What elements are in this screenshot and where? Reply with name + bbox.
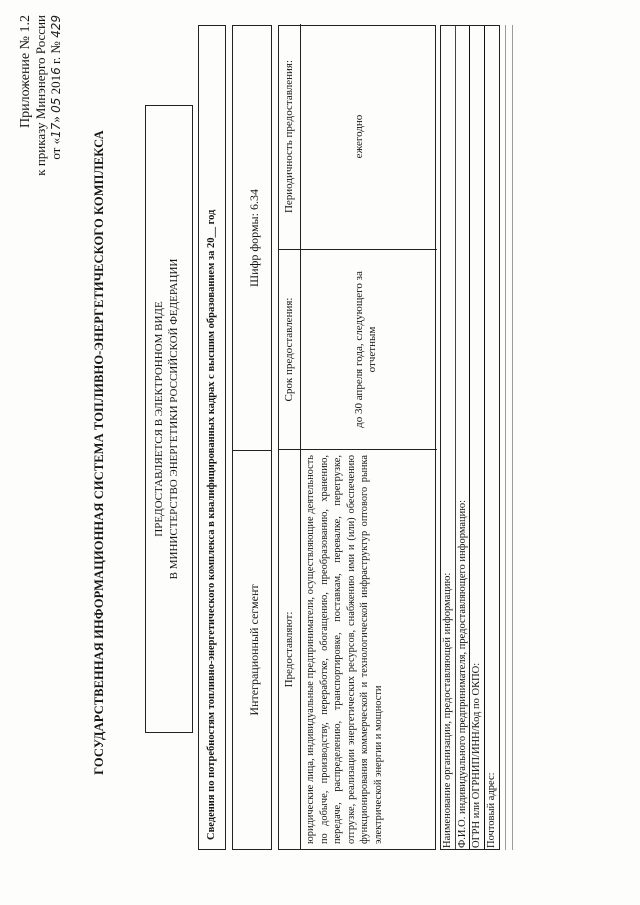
annex-order: к приказу Минэнерго России bbox=[33, 15, 48, 176]
annex-title: Приложение № 1.2 bbox=[18, 15, 33, 128]
annex-date: от «17» 05 2016 г. № 429 bbox=[48, 15, 63, 160]
electronic-line-2: В МИНИСТЕРСТВО ЭНЕРГЕТИКИ РОССИЙСКОЙ ФЕДЕРАЦИИ bbox=[168, 258, 180, 580]
header-period: Периодичность предоставления: bbox=[279, 24, 301, 249]
annex-month: 05 bbox=[49, 97, 63, 113]
annex-block bbox=[18, 15, 64, 265]
submission-table bbox=[278, 25, 436, 850]
segment-row bbox=[232, 25, 272, 850]
who-text: юридические лица, индивидуальные предприниматели, осуществляющие деятельность по добыче, производству, переработке, обогащению, преобразованию, хранению, передаче, распределению, транспортировке, поставкам, перевалке, перегрузке, отгрузке, реализации энергетических ресурсов, снабжению ими и (или) обеспечению функционирования коммерческой и технологической инфраструктур оптового рынка электрической энергии и мощности bbox=[301, 449, 437, 849]
ogrn-field: ОГРН или ОГРНИП/ИНН/Код по ОКПО: bbox=[470, 26, 485, 849]
header-deadline: Срок предоставления: bbox=[279, 249, 301, 449]
org-name-field: Наименование организации, предоставляющей информацию: bbox=[441, 26, 456, 849]
report-description: Сведения по потребностям топливно-энергетического комплекса в квалифицированных кадрах с высшим образованием за 20__ год bbox=[198, 25, 226, 850]
entrepreneur-name-field: Ф.И.О. индивидуального предпринимателя, предоставляющего информацию: bbox=[456, 26, 471, 849]
annex-year: 6 bbox=[49, 67, 63, 75]
electronic-submission-box bbox=[145, 105, 193, 733]
electronic-line-1: ПРЕДОСТАВЛЯЕТСЯ В ЭЛЕКТРОННОМ ВИДЕ bbox=[153, 301, 165, 537]
header-who: Предоставляют: bbox=[279, 449, 301, 849]
deadline-text: до 30 апреля года, следующего за отчетным bbox=[301, 249, 437, 449]
respondent-info bbox=[440, 25, 500, 850]
divider-1 bbox=[505, 25, 506, 850]
annex-number: 429 bbox=[49, 15, 63, 38]
form-code: Шифр формы: 6.34 bbox=[247, 189, 261, 287]
period-text: ежегодно bbox=[353, 114, 365, 159]
postal-address-field: Почтовый адрес: bbox=[485, 772, 497, 848]
divider-2 bbox=[512, 25, 513, 850]
page-title: ГОСУДАРСТВЕННАЯ ИНФОРМАЦИОННАЯ СИСТЕМА ТОПЛИВНО-ЭНЕРГЕТИЧЕСКОГО КОМПЛЕКСА bbox=[92, 130, 106, 775]
annex-day: 17 bbox=[49, 122, 63, 138]
segment-label: Интеграционный сегмент bbox=[233, 450, 271, 849]
